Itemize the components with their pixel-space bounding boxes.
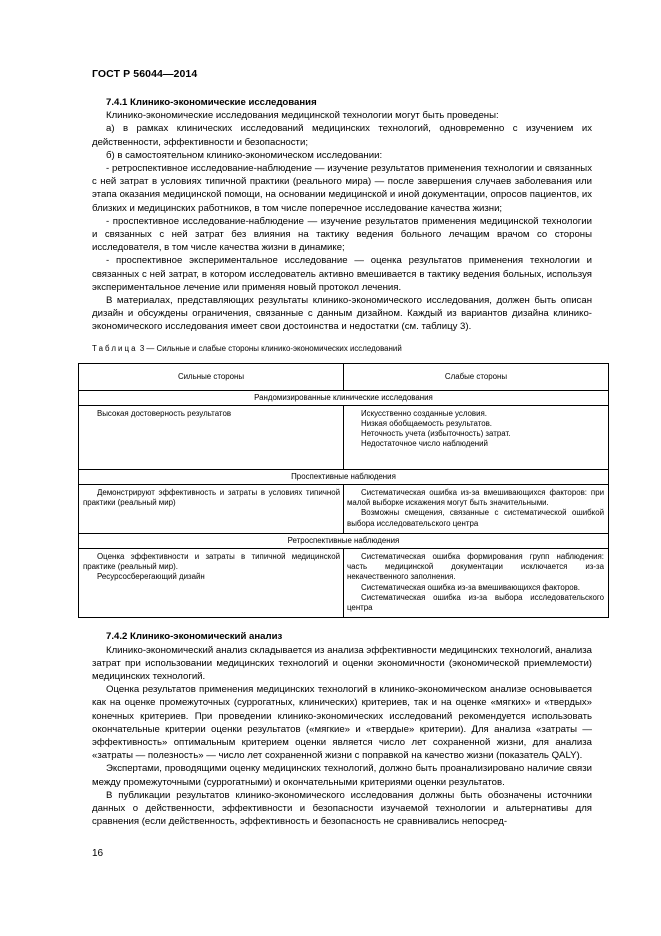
paragraph: Клинико-экономический анализ складывается из анализа эффективности медицинских технологий, анализа затрат при использовании медицинских технологий и оценки экономичности (экономической приемлемости) медицинских технологий. xyxy=(92,644,592,682)
table-caption-text: 3 — Сильные и слабые стороны клинико-экономических исследований xyxy=(139,343,402,353)
table-row xyxy=(79,405,609,469)
weak-item: Неточность учета (избыточность) затрат. xyxy=(361,429,511,439)
table-section-row xyxy=(79,533,609,548)
weak-item: Недостаточное число наблюдений xyxy=(361,439,488,449)
strong-cell xyxy=(79,549,344,618)
paragraph: Экспертами, проводящими оценку медицинских технологий, должно быть проанализировано наличие связи между промежуточными (суррогатными) и окончательными критериями оценки результатов. xyxy=(92,763,592,788)
section-title-retrospective: Ретроспективные наблюдения xyxy=(79,533,609,548)
strong-item: Оценка эффективности и затраты в типичной медицинской практике (реальный мир). xyxy=(83,552,340,572)
section-heading-7-4-2: 7.4.2 Клинико-экономический анализ xyxy=(106,631,283,643)
table-section-row xyxy=(79,390,609,405)
paragraph: Клинико-экономические исследования медицинской технологии могут быть проведены: xyxy=(106,110,499,122)
section-title-prospective: Проспективные наблюдения xyxy=(79,469,609,484)
column-header-strong: Сильные стороны xyxy=(79,363,344,390)
table-header-row xyxy=(79,363,609,390)
paragraph: а) в рамках клинических исследований медицинских технологий, одновременно с изучением их действенности, эффективности и безопасности; xyxy=(92,123,592,148)
strong-cell xyxy=(79,485,344,534)
strong-item: Демонстрируют эффективность и затраты в условиях типичной практики (реальный мир) xyxy=(83,488,340,508)
table-caption-word: Таблица xyxy=(92,343,138,353)
section-heading-7-4-1: 7.4.1 Клинико-экономические исследования xyxy=(106,97,317,108)
weak-item: Систематическая ошибка из-за вмешивающихся факторов: при малой выборке искажения могут быть значительными. xyxy=(347,488,604,508)
section-title-rct: Рандомизированные клинические исследования xyxy=(79,390,609,405)
table-row xyxy=(79,485,609,534)
paragraph: б) в самостоятельном клинико-экономическом исследовании: xyxy=(106,149,383,161)
strong-item: Высокая достоверность результатов xyxy=(97,408,232,418)
list-item: - ретроспективное исследование-наблюдение — изучение результатов применения технологии и связанных с ней затрат в условиях типичной практики (реального мира) — после завершения случаев заболевания или этапа оказания медицинской помощи, на основании медицинской и иной документации, опросов пациентов, их близких и медицинских работников, в том числе поперечное исследование качества жизни; xyxy=(92,163,592,214)
strong-item: Ресурсосберегающий дизайн xyxy=(97,572,205,582)
weak-item: Искусственно созданные условия. xyxy=(361,408,487,418)
weak-cell xyxy=(344,485,609,534)
page-number: 16 xyxy=(92,848,104,859)
column-header-weak: Слабые стороны xyxy=(344,363,609,390)
document-header: ГОСТ Р 56044—2014 xyxy=(92,68,198,80)
list-item: - проспективное экспериментальное исследование — оценка результатов применения технологии и связанных с ней затрат, в котором исследователь активно вмешивается в тактику ведения больных, используя экспериментальное лечение или применяя новый протокол лечения. xyxy=(92,255,592,293)
weak-item: Низкая обобщаемость результатов. xyxy=(361,419,493,429)
weak-item: Возможны смещения, связанные с систематической ошибкой выбора исследовательского центра xyxy=(347,508,604,528)
weak-cell xyxy=(344,405,609,469)
list-item: - проспективное исследование-наблюдение — изучение результатов применения медицинской технологии и связанных с ней затрат без влияния на тактику ведения больного лечащим врачом со стороны исследователя, в том числе качества жизни в динамике; xyxy=(92,215,592,254)
table-caption xyxy=(92,343,592,354)
table-3 xyxy=(78,363,609,619)
paragraph: Оценка результатов применения медицинских технологий в клинико-экономическом анализе основывается как на оценке промежуточных (суррогатных, клинических) критериев, так и на оценке «мягких» и «твердых» конечных критериев. При проведении клинико-экономических исследований рекомендуется использовать окончательные критерии оценки результатов («мягкие» и «твердые» критерии). Для анализа «затраты — эффективность» оптимальным критерием оценки является число лет сохраненной жизни, для анализа «затраты — полезность» — число лет сохраненной жизни с поправкой на качество жизни (показатель QALY). xyxy=(92,684,592,762)
weak-item: Систематическая ошибка из-за выбора исследовательского центра xyxy=(347,592,604,613)
weak-item: Систематическая ошибка из-за вмешивающихся факторов. xyxy=(361,582,580,592)
table-row xyxy=(79,549,609,618)
strong-cell xyxy=(79,405,344,469)
table-section-row xyxy=(79,469,609,484)
paragraph: В материалах, представляющих результаты клинико-экономического исследования, должен быть описан дизайн и обсуждены ограничения, связанные с данным дизайном. Каждый из вариантов дизайна клинико-экономического исследования имеет свои достоинства и недостатки (см. таблицу 3). xyxy=(92,295,592,333)
page-content xyxy=(83,96,604,828)
weak-item: Систематическая ошибка формирования групп наблюдения: часть медицинской документации исключается из-за некачественного заполнения. xyxy=(347,552,604,582)
paragraph: В публикации результатов клинико-экономического исследования должны быть обозначены источники данных о действенности, эффективности и безопасности изучаемой технологии и альтернативы для сравнения (если действенность, эффективность и безопасность не сравнивались непосред- xyxy=(92,789,592,828)
weak-cell xyxy=(344,549,609,618)
